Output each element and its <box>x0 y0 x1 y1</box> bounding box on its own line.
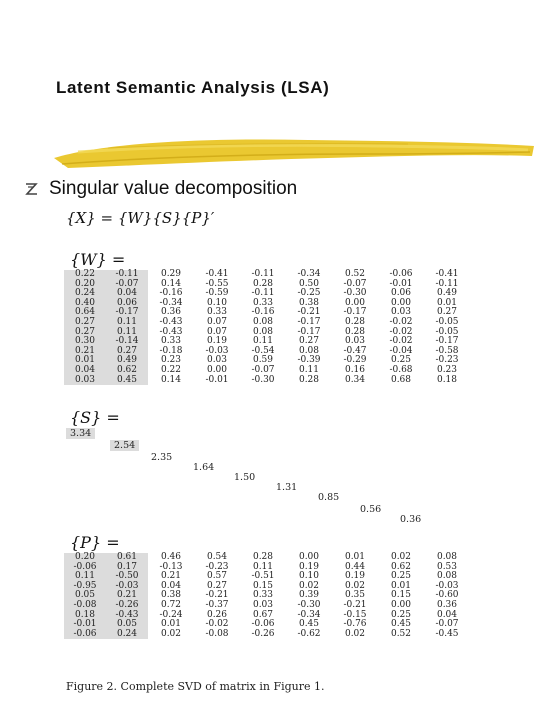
matrix-cell: -0.21 <box>297 307 321 318</box>
matrix-cell: 0.23 <box>436 364 458 375</box>
matrix-cell: -0.37 <box>205 599 229 610</box>
matrix-cell: 0.57 <box>206 571 228 582</box>
matrix-cell: -0.01 <box>389 278 413 289</box>
w-matrix-label: {W} = <box>70 250 126 269</box>
matrix-cell: -0.26 <box>251 628 275 639</box>
matrix-cell: 0.10 <box>206 297 228 308</box>
bullet-item <box>22 178 297 200</box>
singular-value: 1.31 <box>276 482 298 493</box>
matrix-cell: 0.38 <box>160 590 182 601</box>
matrix-cell: 0.25 <box>390 609 412 620</box>
matrix-cell: 0.64 <box>64 308 106 318</box>
matrix-cell: -0.34 <box>297 269 321 279</box>
matrix-cell: -0.25 <box>297 288 321 299</box>
matrix-cell: 0.68 <box>390 374 412 385</box>
matrix-cell: -0.17 <box>297 326 321 337</box>
matrix-cell: 0.72 <box>160 599 182 610</box>
matrix-cell: 0.23 <box>160 355 182 366</box>
svd-equation: {X} = {W}{S}{P}′ <box>66 209 215 227</box>
matrix-cell: 0.39 <box>298 590 320 601</box>
matrix-cell: -0.29 <box>343 355 367 366</box>
matrix-cell: -0.55 <box>205 278 229 289</box>
matrix-cell: -0.17 <box>343 307 367 318</box>
matrix-cell: -0.41 <box>435 269 459 279</box>
matrix-cell: 0.08 <box>436 552 458 562</box>
matrix-cell: 0.06 <box>106 299 148 309</box>
matrix-cell: 0.62 <box>106 366 148 376</box>
matrix-cell: 0.21 <box>64 347 106 357</box>
matrix-cell: -0.30 <box>297 599 321 610</box>
matrix-cell: 0.01 <box>390 580 412 591</box>
matrix-cell: -0.50 <box>106 572 148 582</box>
figure-caption: Figure 2. Complete SVD of matrix in Figure 1. <box>66 680 325 693</box>
matrix-cell: -0.11 <box>106 270 148 280</box>
matrix-cell: -0.05 <box>435 326 459 337</box>
matrix-cell: 0.11 <box>252 336 274 347</box>
matrix-cell: 0.11 <box>252 561 274 572</box>
singular-value: 1.64 <box>193 462 215 473</box>
matrix-cell: 0.02 <box>344 580 366 591</box>
matrix-cell: -0.01 <box>205 374 229 385</box>
matrix-cell: 0.25 <box>390 355 412 366</box>
matrix-cell: 0.03 <box>390 307 412 318</box>
matrix-cell: 0.19 <box>206 336 228 347</box>
matrix-cell: -0.03 <box>435 580 459 591</box>
matrix-cell: 0.27 <box>436 307 458 318</box>
matrix-cell: -0.26 <box>106 601 148 611</box>
matrix-cell: -0.43 <box>159 316 183 327</box>
matrix-cell: -0.23 <box>205 561 229 572</box>
s-matrix-label: {S} = <box>70 408 120 427</box>
matrix-cell: 0.02 <box>298 580 320 591</box>
matrix-cell: 0.28 <box>344 326 366 337</box>
slide-title: Latent Semantic Analysis (LSA) <box>56 78 330 97</box>
singular-value: 0.85 <box>318 492 340 503</box>
matrix-cell: -0.07 <box>106 280 148 290</box>
matrix-cell: 0.11 <box>106 318 148 328</box>
matrix-cell: 0.50 <box>298 278 320 289</box>
matrix-cell: 0.04 <box>64 366 106 376</box>
matrix-cell: 0.15 <box>390 590 412 601</box>
p-matrix-label: {P} = <box>70 533 120 552</box>
matrix-cell: -0.30 <box>343 288 367 299</box>
matrix-cell: 0.18 <box>64 611 106 621</box>
matrix-cell: 0.27 <box>64 318 106 328</box>
matrix-row <box>64 376 470 386</box>
matrix-cell: -0.07 <box>435 619 459 630</box>
matrix-cell: -0.02 <box>389 316 413 327</box>
matrix-cell: 0.36 <box>160 307 182 318</box>
matrix-cell: -0.01 <box>64 620 106 630</box>
matrix-cell: -0.06 <box>251 619 275 630</box>
matrix-cell: 0.35 <box>344 590 366 601</box>
matrix-cell: -0.21 <box>343 599 367 610</box>
matrix-cell: -0.24 <box>159 609 183 620</box>
matrix-cell: 0.08 <box>252 316 274 327</box>
matrix-cell: 0.25 <box>390 571 412 582</box>
matrix-cell: 0.03 <box>206 355 228 366</box>
matrix-cell: -0.14 <box>106 337 148 347</box>
matrix-cell: 0.08 <box>252 326 274 337</box>
matrix-cell: -0.43 <box>106 611 148 621</box>
matrix-cell: 0.62 <box>390 561 412 572</box>
matrix-cell: 0.19 <box>344 571 366 582</box>
matrix-cell: -0.59 <box>205 288 229 299</box>
matrix-cell: 0.03 <box>252 599 274 610</box>
matrix-cell: -0.06 <box>64 563 106 573</box>
matrix-cell: -0.62 <box>297 628 321 639</box>
matrix-cell: 0.08 <box>298 345 320 356</box>
matrix-cell: 0.00 <box>390 297 412 308</box>
matrix-cell: 0.46 <box>160 552 182 562</box>
yellow-brush-stroke-divider <box>48 132 538 174</box>
p-matrix-table <box>64 553 470 639</box>
matrix-cell: 0.45 <box>390 619 412 630</box>
matrix-cell: -0.95 <box>64 582 106 592</box>
matrix-cell: 0.45 <box>298 619 320 630</box>
matrix-cell: 0.53 <box>436 561 458 572</box>
matrix-cell: -0.54 <box>251 345 275 356</box>
matrix-cell: -0.41 <box>205 269 229 279</box>
matrix-cell: -0.11 <box>435 278 459 289</box>
matrix-cell: 0.01 <box>160 619 182 630</box>
matrix-cell: 0.24 <box>106 630 148 640</box>
singular-value: 0.36 <box>400 514 422 525</box>
matrix-cell: 0.11 <box>298 364 320 375</box>
matrix-cell: 0.38 <box>298 297 320 308</box>
matrix-cell: -0.02 <box>389 326 413 337</box>
matrix-cell: 0.01 <box>64 356 106 366</box>
singular-value: 1.50 <box>234 472 256 483</box>
matrix-cell: 0.01 <box>436 297 458 308</box>
w-matrix-table <box>64 270 470 385</box>
matrix-cell: 0.24 <box>64 289 106 299</box>
matrix-cell: -0.08 <box>64 601 106 611</box>
matrix-cell: 0.00 <box>344 297 366 308</box>
matrix-cell: -0.17 <box>435 336 459 347</box>
matrix-cell: -0.21 <box>205 590 229 601</box>
matrix-cell: -0.18 <box>159 345 183 356</box>
matrix-cell: -0.05 <box>435 316 459 327</box>
matrix-cell: 0.02 <box>344 628 366 639</box>
matrix-cell: 0.49 <box>106 356 148 366</box>
matrix-cell: -0.06 <box>389 269 413 279</box>
matrix-cell: 0.49 <box>436 288 458 299</box>
matrix-cell: -0.60 <box>435 590 459 601</box>
matrix-cell: -0.17 <box>297 316 321 327</box>
matrix-cell: 0.26 <box>206 609 228 620</box>
matrix-cell: -0.58 <box>435 345 459 356</box>
matrix-cell: 0.18 <box>436 374 458 385</box>
matrix-cell: -0.43 <box>159 326 183 337</box>
matrix-cell: -0.06 <box>64 630 106 640</box>
matrix-cell: 0.27 <box>298 336 320 347</box>
matrix-cell: -0.16 <box>159 288 183 299</box>
matrix-cell: 0.14 <box>160 374 182 385</box>
matrix-cell: 0.20 <box>64 280 106 290</box>
matrix-cell: 0.28 <box>344 316 366 327</box>
matrix-row <box>64 630 470 640</box>
matrix-cell: 0.52 <box>390 628 412 639</box>
matrix-cell: -0.30 <box>251 374 275 385</box>
matrix-cell: -0.07 <box>343 278 367 289</box>
matrix-cell: -0.02 <box>389 336 413 347</box>
matrix-cell: -0.47 <box>343 345 367 356</box>
matrix-cell: 0.02 <box>390 552 412 562</box>
matrix-cell: 0.20 <box>64 553 106 563</box>
matrix-cell: -0.11 <box>251 288 275 299</box>
matrix-cell: -0.13 <box>159 561 183 572</box>
matrix-cell: 0.33 <box>160 336 182 347</box>
matrix-cell: 0.07 <box>206 326 228 337</box>
matrix-cell: 0.33 <box>252 590 274 601</box>
matrix-cell: 0.04 <box>436 609 458 620</box>
matrix-cell: 0.00 <box>206 364 228 375</box>
matrix-cell: 0.03 <box>64 376 106 386</box>
matrix-cell: -0.51 <box>251 571 275 582</box>
matrix-cell: 0.28 <box>252 278 274 289</box>
matrix-cell: -0.07 <box>251 364 275 375</box>
matrix-cell: -0.76 <box>343 619 367 630</box>
matrix-cell: -0.45 <box>435 628 459 639</box>
matrix-cell: 0.33 <box>206 307 228 318</box>
matrix-cell: 0.33 <box>252 297 274 308</box>
matrix-cell: 0.03 <box>344 336 366 347</box>
matrix-cell: 0.02 <box>160 628 182 639</box>
matrix-cell: 0.52 <box>344 269 366 279</box>
matrix-cell: 0.04 <box>160 580 182 591</box>
matrix-cell: -0.23 <box>435 355 459 366</box>
matrix-cell: 0.22 <box>64 270 106 280</box>
matrix-cell: 0.16 <box>344 364 366 375</box>
matrix-cell: -0.03 <box>106 582 148 592</box>
matrix-cell: -0.02 <box>205 619 229 630</box>
matrix-cell: 0.27 <box>206 580 228 591</box>
matrix-cell: 0.28 <box>298 374 320 385</box>
singular-value: 0.56 <box>360 504 382 515</box>
matrix-cell: 0.04 <box>106 289 148 299</box>
matrix-cell: 0.27 <box>64 328 106 338</box>
matrix-cell: 0.08 <box>436 571 458 582</box>
matrix-cell: 0.11 <box>64 572 106 582</box>
matrix-cell: -0.04 <box>389 345 413 356</box>
matrix-cell: 0.05 <box>106 620 148 630</box>
matrix-cell: 0.01 <box>344 552 366 562</box>
matrix-cell: 0.59 <box>252 355 274 366</box>
matrix-cell: 0.00 <box>390 599 412 610</box>
matrix-cell: 0.05 <box>64 591 106 601</box>
matrix-cell: 0.06 <box>390 288 412 299</box>
matrix-cell: 0.61 <box>106 553 148 563</box>
matrix-cell: 0.22 <box>160 364 182 375</box>
matrix-cell: -0.15 <box>343 609 367 620</box>
matrix-cell: 0.17 <box>106 563 148 573</box>
matrix-cell: 0.14 <box>160 278 182 289</box>
matrix-cell: 0.29 <box>160 269 182 279</box>
matrix-cell: 0.40 <box>64 299 106 309</box>
matrix-cell: -0.34 <box>297 609 321 620</box>
matrix-cell: 0.28 <box>252 552 274 562</box>
z-bullet-icon <box>22 180 40 198</box>
matrix-cell: -0.39 <box>297 355 321 366</box>
matrix-cell: -0.34 <box>159 297 183 308</box>
matrix-cell: 0.54 <box>206 552 228 562</box>
matrix-cell: 0.44 <box>344 561 366 572</box>
singular-value: 2.35 <box>151 452 173 463</box>
matrix-cell: 0.21 <box>160 571 182 582</box>
matrix-cell: 0.36 <box>436 599 458 610</box>
matrix-cell: -0.08 <box>205 628 229 639</box>
singular-value: 2.54 <box>110 440 139 451</box>
matrix-cell: 0.45 <box>106 376 148 386</box>
singular-value: 3.34 <box>66 428 95 439</box>
matrix-cell: 0.19 <box>298 561 320 572</box>
matrix-cell: 0.07 <box>206 316 228 327</box>
matrix-cell: 0.21 <box>106 591 148 601</box>
matrix-cell: 0.27 <box>106 347 148 357</box>
matrix-cell: -0.03 <box>205 345 229 356</box>
matrix-cell: -0.17 <box>106 308 148 318</box>
matrix-cell: 0.11 <box>106 328 148 338</box>
matrix-cell: -0.11 <box>251 269 275 279</box>
matrix-cell: -0.16 <box>251 307 275 318</box>
matrix-cell: 0.00 <box>298 552 320 562</box>
matrix-cell: 0.30 <box>64 337 106 347</box>
matrix-cell: 0.34 <box>344 374 366 385</box>
matrix-cell: 0.67 <box>252 609 274 620</box>
bullet-text: Singular value decomposition <box>49 178 298 199</box>
matrix-cell: 0.15 <box>252 580 274 591</box>
matrix-cell: 0.10 <box>298 571 320 582</box>
matrix-cell: -0.68 <box>389 364 413 375</box>
